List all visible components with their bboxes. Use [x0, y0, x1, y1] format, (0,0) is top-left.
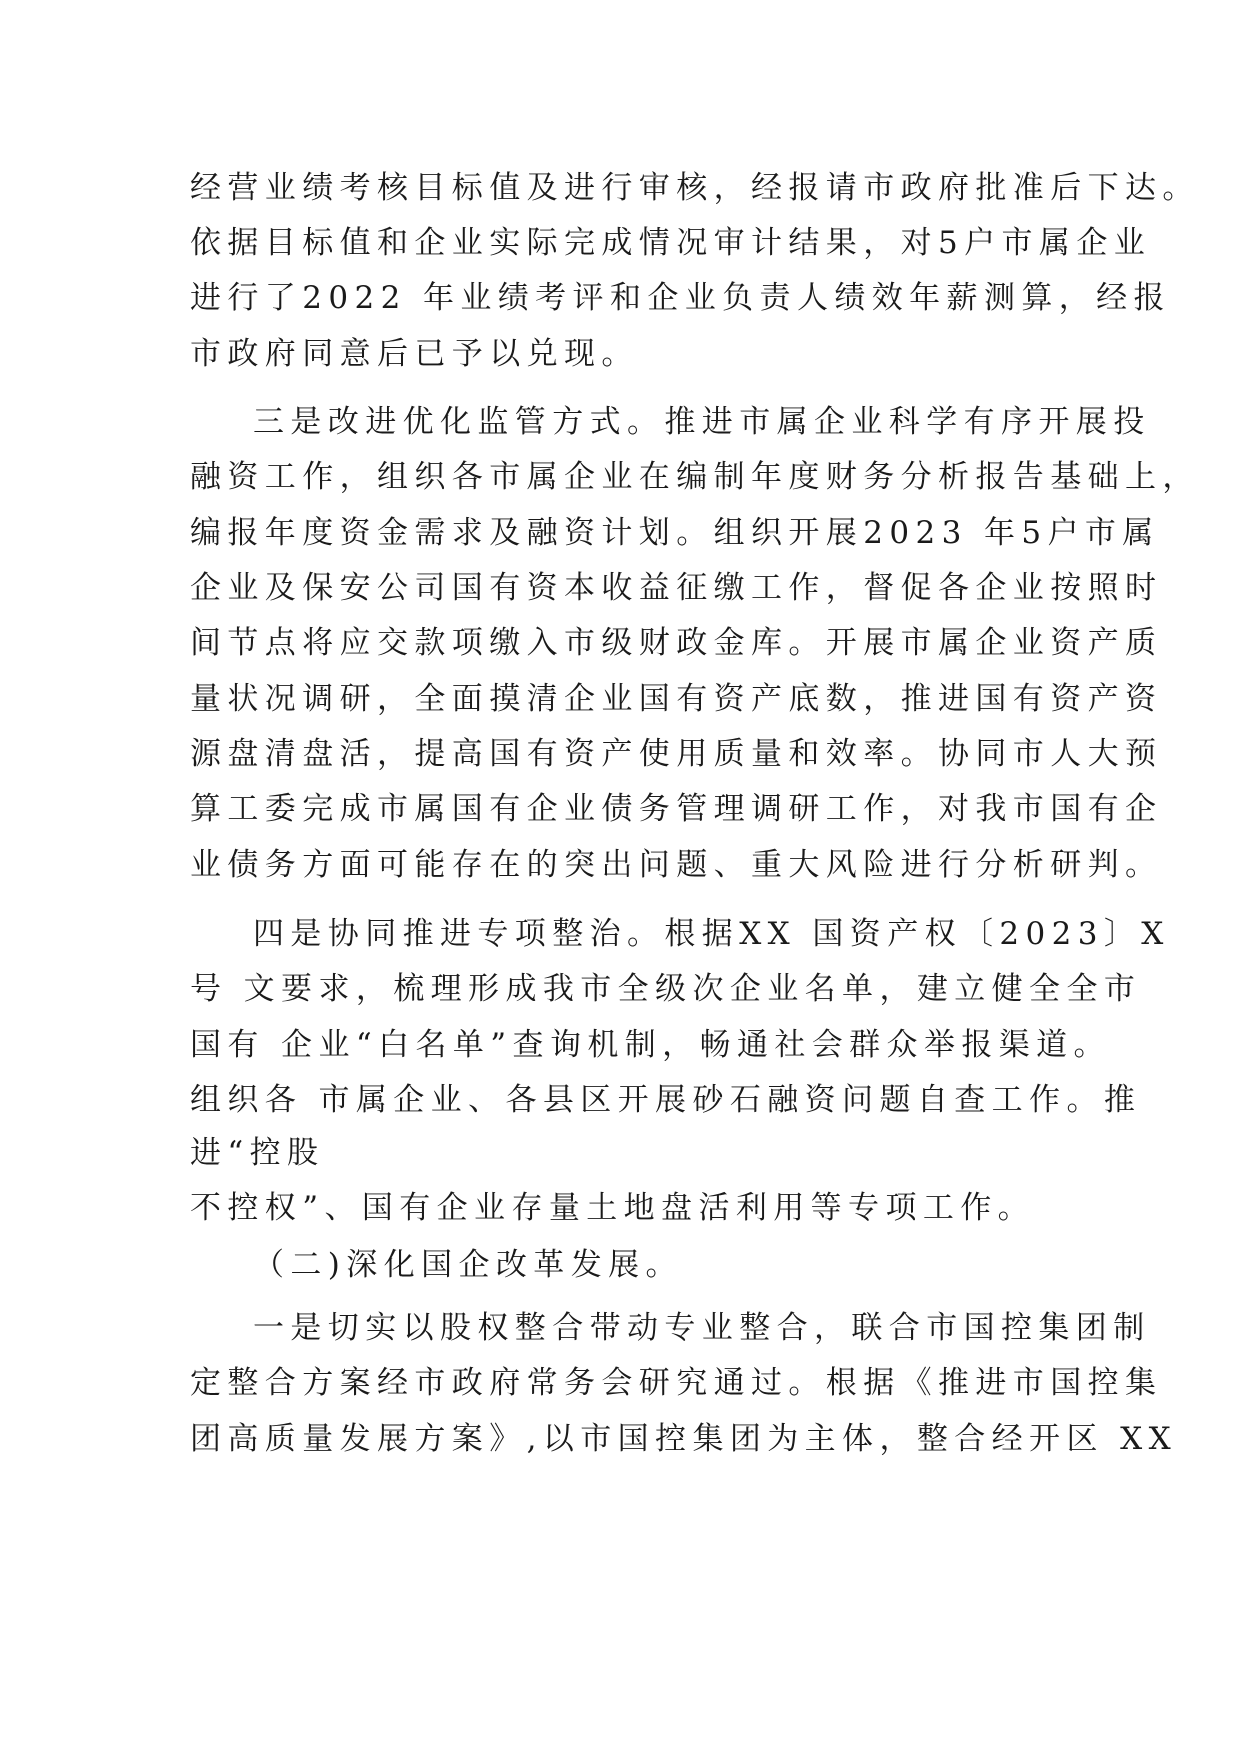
text-line: 组织各 市属企业、各县区开展砂石融资问题自查工作。推 [190, 1082, 1142, 1118]
text-line: 源盘清盘活，提高国有资产使用质量和效率。协同市人大预 [190, 736, 1163, 772]
text-line: 量状况调研，全面摸清企业国有资产底数，推进国有资产资 [190, 681, 1163, 717]
text-line: 进“控股 [190, 1135, 325, 1171]
text-line: 编报年度资金需求及融资计划。组织开展2023 年5户市属 [190, 515, 1160, 551]
text-line: 市政府同意后已予以兑现。 [190, 336, 639, 372]
text-line: 号 文要求，梳理形成我市全级次企业名单，建立健全全市 [190, 971, 1142, 1007]
text-line: 算工委完成市属国有企业债务管理调研工作，对我市国有企 [190, 791, 1163, 827]
section-heading: （二)深化国企改革发展。 [253, 1247, 683, 1283]
text-line: 间节点将应交款项缴入市级财政金库。开展市属企业资产质 [190, 625, 1163, 661]
text-line: 业债务方面可能存在的突出问题、重大风险进行分析研判。 [190, 847, 1163, 883]
paragraph-first-line: 一是切实以股权整合带动专业整合，联合市国控集团制 [253, 1310, 1151, 1346]
text-line: 融资工作，组织各市属企业在编制年度财务分析报告基础上， [190, 459, 1200, 495]
text-line: 国有 企业“白名单”查询机制，畅通社会群众举报渠道。 [190, 1027, 1111, 1063]
text-line: 经营业绩考核目标值及进行审核，经报请市政府批准后下达。 [190, 170, 1200, 206]
paragraph-first-line: 四是协同推进专项整治。根据XX 国资产权〔2023〕X [253, 916, 1170, 952]
text-line: 不控权”、国有企业存量土地盘活利用等专项工作。 [190, 1190, 1036, 1226]
text-line: 定整合方案经市政府常务会研究通过。根据《推进市国控集 [190, 1365, 1163, 1401]
text-line: 团高质量发展方案》,以市国控集团为主体，整合经开区 XX [190, 1421, 1178, 1457]
paragraph-first-line: 三是改进优化监管方式。推进市属企业科学有序开展投 [253, 404, 1151, 440]
text-line: 进行了2022 年业绩考评和企业负责人绩效年薪测算，经报 [190, 280, 1171, 316]
text-line: 企业及保安公司国有资本收益征缴工作，督促各企业按照时 [190, 570, 1163, 606]
text-line: 依据目标值和企业实际完成情况审计结果，对5户市属企业 [190, 225, 1152, 261]
